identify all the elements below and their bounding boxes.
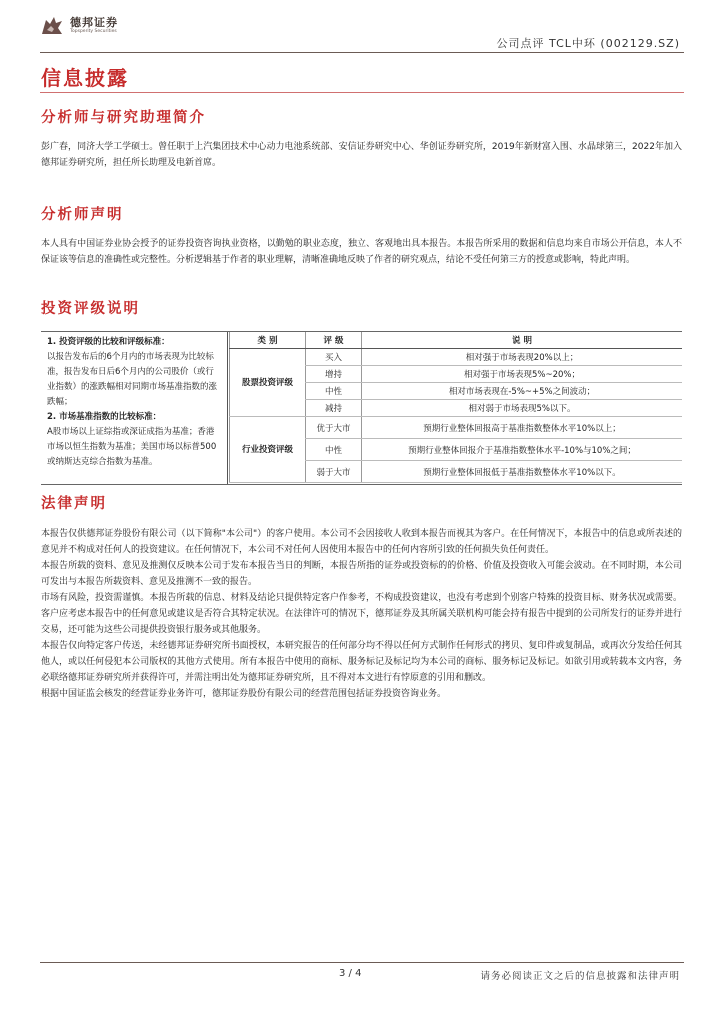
header-rating: 评 级 xyxy=(306,332,362,349)
criteria-item2-text: A股市场以上证综指或深证成指为基准；香港市场以恒生指数为基准；美国市场以标普500或纳斯达克综合指数为基准。 xyxy=(47,427,217,467)
section-title-legal: 法律声明 xyxy=(41,496,107,512)
rating-criteria xyxy=(41,332,228,484)
rating-table xyxy=(229,332,682,483)
analyst-statement-text: 本人具有中国证券业协会授予的证券投资咨询执业资格，以勤勉的职业态度，独立、客观地出具本报告。本报告所采用的数据和信息均来自市场公开信息，本人不保证该等信息的准确性或完整性。分析逻辑基于作者的职业理解，清晰准确地反映了作者的研究观点，结论不受任何第三方的授意或影响，特此声明。 xyxy=(41,239,682,265)
criteria-item1-text: 以报告发布后的6个月内的市场表现为比较标准，报告发布日后6个月内的公司股价（或行业指数）的涨跌幅相对同期市场基准指数的涨跌幅； xyxy=(47,352,218,407)
description-cell: 预期行业整体回报低于基准指数整体水平10%以下。 xyxy=(362,461,683,483)
page-title: 信息披露 xyxy=(41,66,129,90)
table-row xyxy=(230,349,683,366)
description-cell: 相对强于市场表现5%~20%； xyxy=(362,366,683,383)
page-number: 3 / 4 xyxy=(339,968,362,979)
category-industry: 行业投资评级 xyxy=(230,417,306,483)
header-divider xyxy=(40,52,684,53)
company-logo xyxy=(40,14,118,38)
section-title-analyst-intro: 分析师与研究助理简介 xyxy=(41,110,206,126)
section-title-rating: 投资评级说明 xyxy=(41,301,140,317)
section-title-analyst-statement: 分析师声明 xyxy=(41,207,124,223)
analyst-intro-text: 彭广春，同济大学工学硕士。曾任职于上汽集团技术中心动力电池系统部、安信证券研究中心、华创证券研究所，2019年新财富入围、水晶球第三，2022年加入德邦证券研究所，担任所长助理及电新首席。 xyxy=(41,142,682,168)
legal-text: 本报告仅供德邦证券股份有限公司（以下简称"本公司"）的客户使用。本公司不会因接收人收到本报告而视其为客户。在任何情况下，本报告中的信息或所表述的意见并不构成对任何人的投资建议。在任何情况下，本公司不对任何人因使用本报告中的任何内容所引致的任何损失负任何责任。 本报告所载的资料、意见及推测仅反映本公司于发布本报告当日的判断，本报告所指的证券或投资标的的价格、价值及投资收入可能会波动。在不同时期，本公司可发出与本报告所载资料、意见及推测不一致的报告。 市场有风险，投资需谨慎。本报告所载的信息、材料及结论只提供特定客户作参考，不构成投资建议，也没有考虑到个别客户特殊的投资目标、财务状况或需要。客户应考虑本报告中的任何意见或建议是否符合其特定状况。在法律许可的情况下，德邦证券及其所属关联机构可能会持有报告中提到的公司所发行的证券并进行交易，还可能为这些公司提供投资银行服务或其他服务。 本报告仅向特定客户传送，未经德邦证券研究所书面授权，本研究报告的任何部分均不得以任何方式制作任何形式的拷贝、复印件或复制品，或再次分发给任何其他人，或以任何侵犯本公司版权的其他方式使用。所有本报告中使用的商标、服务标记及标记均为本公司的商标、服务标记及标记。如欲引用或转载本文内容，务必联络德邦证券研究所并获得许可，并需注明出处为德邦证券研究所，且不得对本文进行有悖原意的引用和删改。 根据中国证监会核发的经营证券业务许可，德邦证券股份有限公司的经营范围包括证券投资咨询业务。 xyxy=(41,529,682,699)
table-header-row xyxy=(230,332,683,349)
report-info: 公司点评 TCL中环 (002129.SZ) xyxy=(496,37,680,50)
rating-cell: 增持 xyxy=(306,366,362,383)
description-cell: 相对市场表现在-5%~+5%之间波动； xyxy=(362,383,683,400)
criteria-item2-title: 2. 市场基准指数的比较标准： xyxy=(47,412,162,422)
description-cell: 预期行业整体回报介于基准指数整体水平-10%与10%之间； xyxy=(362,439,683,461)
rating-cell: 优于大市 xyxy=(306,417,362,439)
description-cell: 预期行业整体回报高于基准指数整体水平10%以上； xyxy=(362,417,683,439)
rating-cell: 中性 xyxy=(306,383,362,400)
description-cell: 相对弱于市场表现5%以下。 xyxy=(362,400,683,417)
header-category: 类 别 xyxy=(230,332,306,349)
topsperity-logo-icon xyxy=(40,14,64,38)
rating-cell: 弱于大市 xyxy=(306,461,362,483)
footer-notice: 请务必阅读正文之后的信息披露和法律声明 xyxy=(480,971,680,982)
logo-chinese-name: 德邦证券 xyxy=(70,16,118,30)
title-divider xyxy=(40,92,684,93)
rating-cell: 买入 xyxy=(306,349,362,366)
rating-section xyxy=(41,331,682,485)
table-row xyxy=(230,417,683,439)
criteria-item1-title: 1. 投资评级的比较和评级标准： xyxy=(47,337,170,347)
rating-cell: 中性 xyxy=(306,439,362,461)
header-description: 说 明 xyxy=(362,332,683,349)
rating-cell: 减持 xyxy=(306,400,362,417)
logo-english-name: Topsperity Securities xyxy=(70,29,117,35)
description-cell: 相对强于市场表现20%以上； xyxy=(362,349,683,366)
category-stock: 股票投资评级 xyxy=(230,349,306,417)
footer-divider xyxy=(40,962,684,963)
